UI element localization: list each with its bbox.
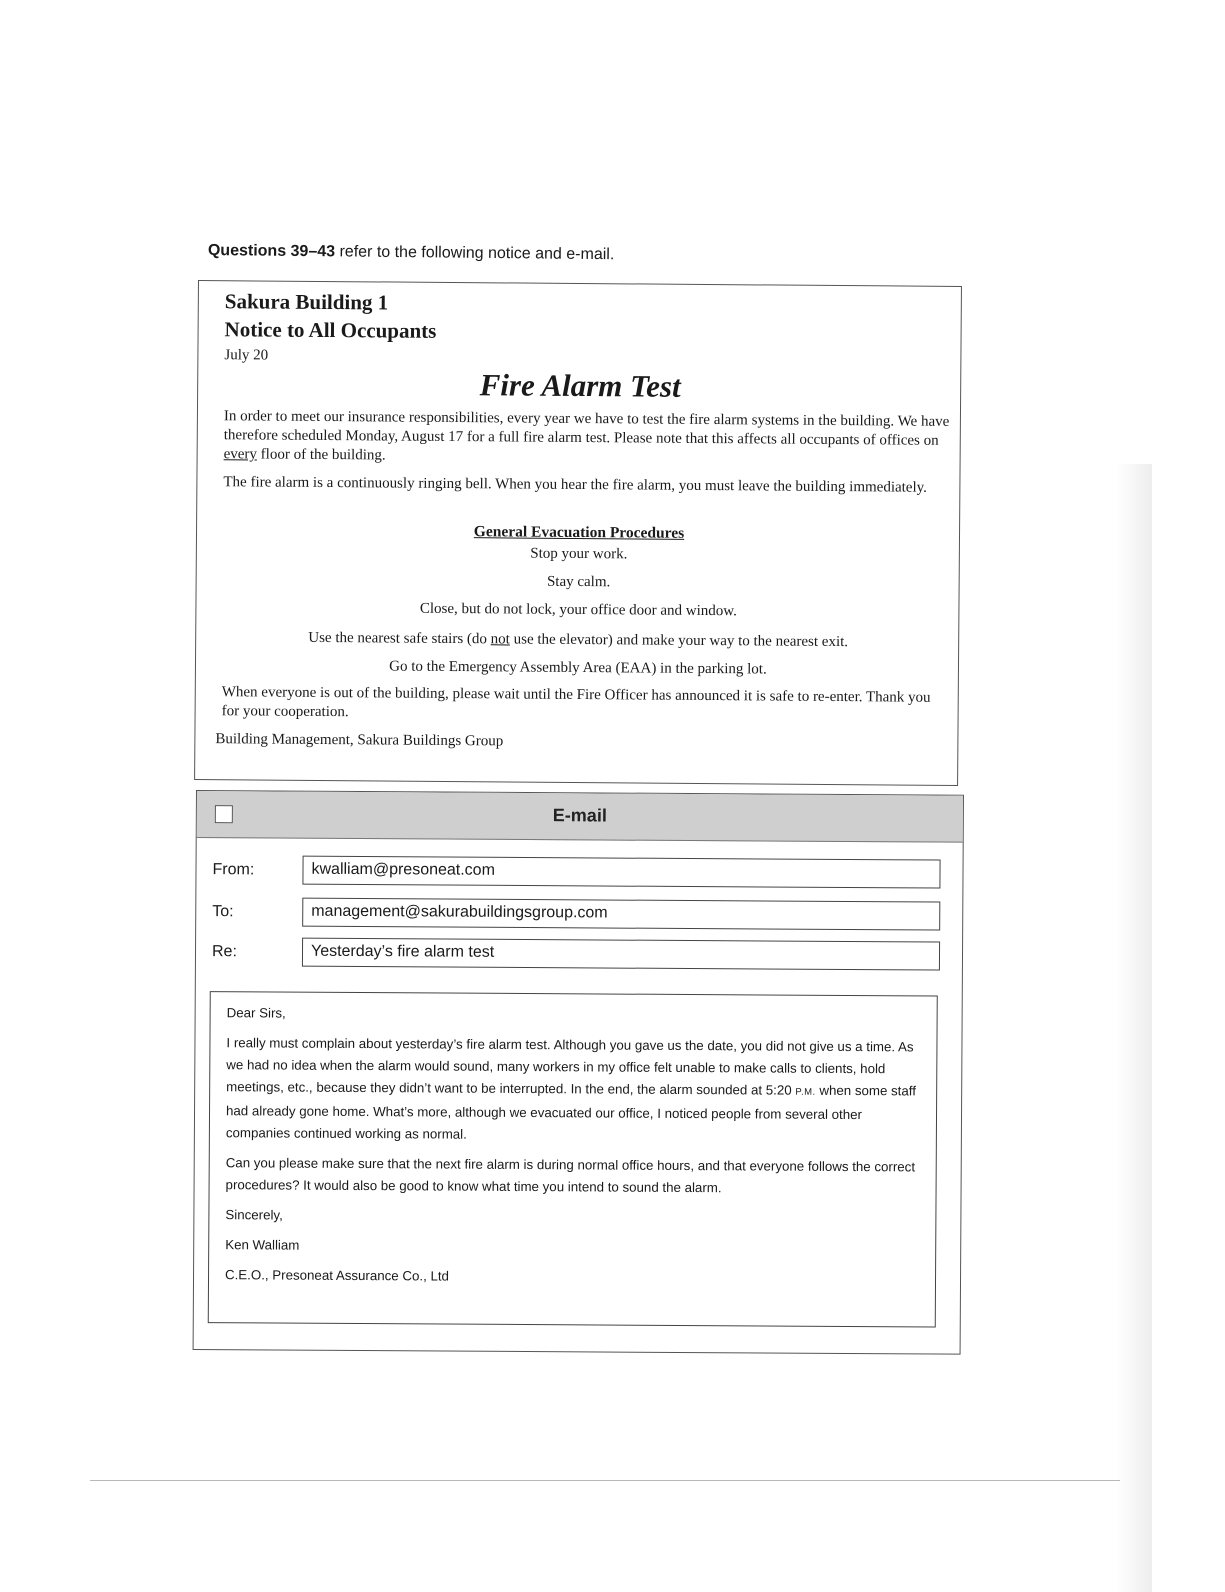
email-paragraph-1 [226,1032,921,1148]
email-paragraph-1-text-a: I really must complain about yesterday’s fire alarm test. Although you gave us the date, you did not give us a time. As we had no idea when the alarm would sound, many workers in my office felt unable to make calls to clients, hold meetings, etc., because they didn’t want to be interrupted. In the end, the alarm sounded at 5:20 [226,1035,914,1098]
scan-edge-shadow [1116,464,1152,1592]
procedure-step-4-text-b: use the elevator) and make your way to the nearest exit. [509,631,849,651]
questions-range: Questions 39–43 [207,242,336,261]
procedure-step [196,629,960,652]
notice-paragraph-3: When everyone is out of the building, please wait until the Fire Officer has announced it is safe to re-enter. Thank you for your cooperation. [221,684,931,721]
notice-emphasis-every: every [223,446,258,463]
procedure-step: Stay calm. [546,573,611,591]
email-titlebar [197,791,963,843]
email-window [193,790,964,1355]
notice-paragraph-2: The fire alarm is a continuously ringing bell. When you hear the fire alarm, you must leave the building immediately. [223,474,928,496]
to-field: management@sakurabuildingsgroup.com [302,898,940,931]
procedure-emphasis-not: not [490,631,510,648]
to-label: To: [212,903,234,921]
from-label: From: [212,861,255,879]
procedure-step-4-text-a: Use the nearest safe stairs (do [308,629,491,648]
questions-instruction: refer to the following notice and e-mail. [334,243,615,264]
notice-paragraph-1 [224,407,954,470]
email-sender-name: Ken Walliam [225,1237,300,1253]
procedure-step: Stop your work. [530,545,628,563]
notice-signature: Building Management, Sakura Buildings Group [215,731,504,750]
notice-paragraph-1-text-b: floor of the building. [256,446,386,464]
notice-paragraph-1-text-a: In order to meet our insurance responsibilities, every year we have to test the fire alarm systems in the building. We have therefore scheduled Monday, August 17 for a full fire alarm test. Please note that this affects all occupants of offices on [223,408,950,449]
notice-date: July 20 [224,347,269,364]
procedure-step: Go to the Emergency Assembly Area (EAA) in the parking lot. [389,658,767,678]
building-name: Sakura Building 1 [224,289,389,315]
email-closing: Sincerely, [225,1207,283,1223]
email-body [208,991,938,1327]
re-label: Re: [211,943,237,961]
email-paragraph-1-text-b: when some staff had already gone home. What’s more, although we evacuated our office, I noticed people from several other companies continued working as normal. [225,1082,917,1142]
email-greeting: Dear Sirs, [226,1005,286,1021]
procedure-step: Close, but do not lock, your office door and window. [419,600,737,620]
email-paragraph-2: Can you please make sure that the next fire alarm is during normal office hours, and that everyone follows the correct procedures? It would also be good to know what time you intend to sound the alarm. [225,1155,916,1196]
notice-panel [194,280,962,786]
email-window-title: E-mail [552,805,607,826]
questions-heading [208,242,615,264]
notice-headline: Fire Alarm Test [479,367,681,404]
notice-subtitle: Notice to All Occupants [224,317,437,343]
footer-divider [90,1480,1120,1481]
procedures-title: General Evacuation Procedures [473,523,685,542]
email-time-suffix: P.M. [795,1086,816,1098]
from-field: kwalliam@presoneat.com [302,856,940,889]
scanned-page [186,232,966,1360]
subject-field: Yesterday’s fire alarm test [302,938,940,971]
email-sender-title: C.E.O., Presoneat Assurance Co., Ltd [224,1267,450,1284]
